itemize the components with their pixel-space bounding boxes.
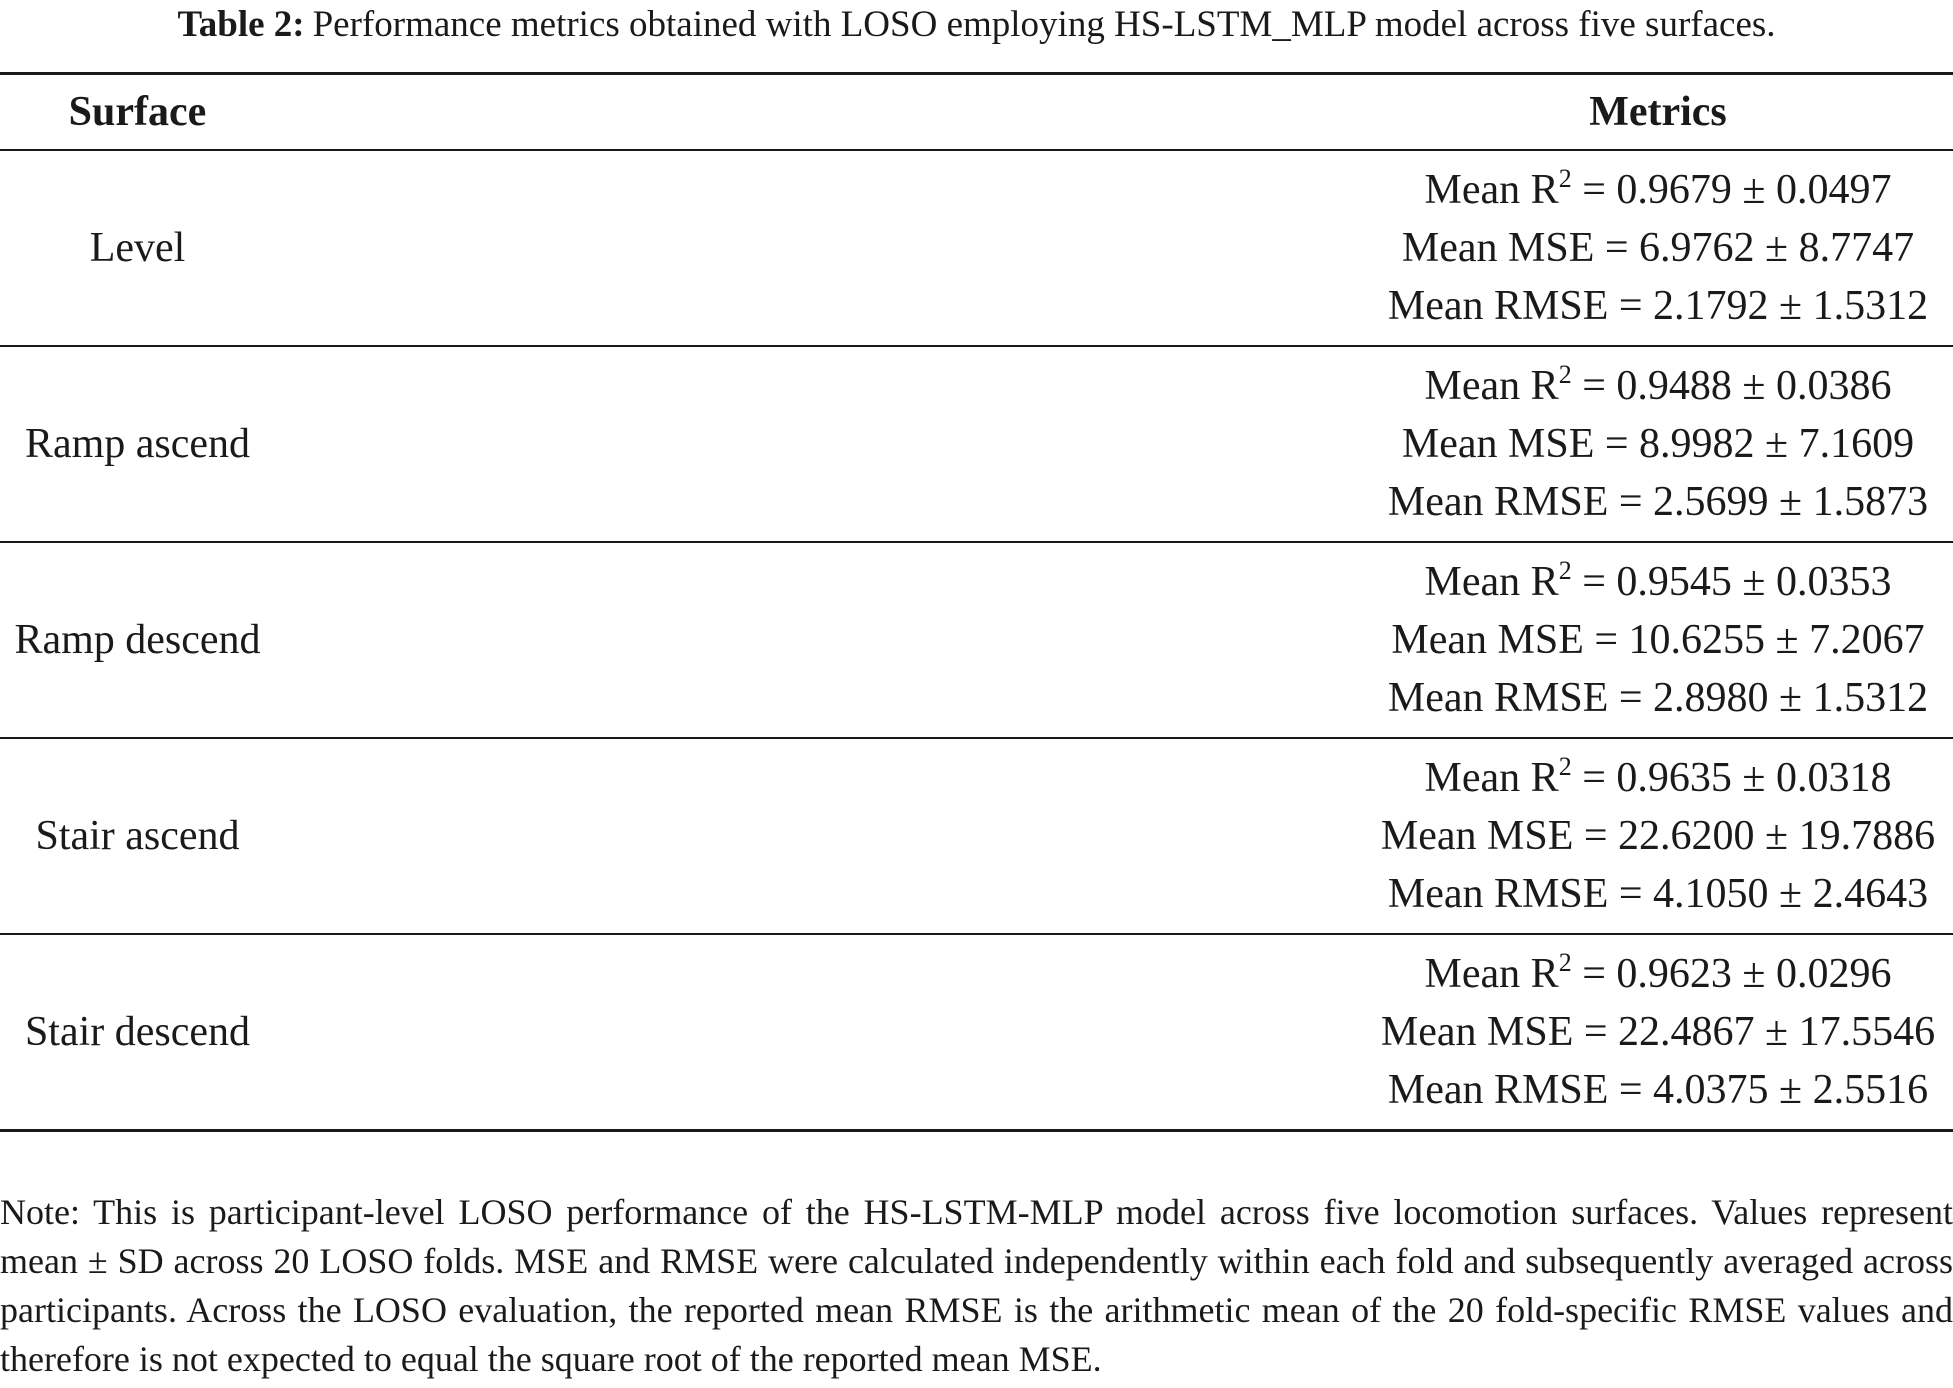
table-row	[0, 542, 1953, 738]
surface-cell: Stair ascend	[0, 738, 275, 934]
surface-cell: Stair descend	[0, 934, 275, 1130]
metric-rmse: Mean RMSE = 2.8980 ± 1.5312	[1387, 675, 1929, 721]
header-surface: Surface	[0, 74, 275, 151]
metric-r2: Mean $R^2 = 0.9679 \pm 0.0497$	[1424, 164, 1892, 213]
metric-r2: Mean $R^2 = 0.9488 \pm 0.0386$	[1424, 360, 1892, 409]
metrics-table	[0, 72, 1953, 1132]
metrics-cell	[1363, 542, 1953, 738]
metrics-cell	[1363, 738, 1953, 934]
header-spacer	[275, 74, 1363, 151]
table-note: Note: This is participant-level LOSO performance of the HS-LSTM-MLP model across five locomotion surfaces. Values represent mean ± SD across 20 LOSO folds. MSE and RMSE were calculated independently within each fold and subsequently averaged across participants. Across the LOSO evaluation, the reported mean RMSE is the arithmetic mean of the 20 fold-specific RMSE values and therefore is not expected to equal the square root of the reported mean MSE.	[0, 1192, 1953, 1379]
spacer-cell	[275, 542, 1363, 738]
metrics-cell	[1363, 346, 1953, 542]
metric-rmse: Mean RMSE = 4.1050 ± 2.4643	[1387, 871, 1929, 917]
metric-r2: Mean $R^2 = 0.9623 \pm 0.0296$	[1424, 947, 1892, 997]
metric-r2: Mean $R^2 = 0.9635 \pm 0.0318$	[1424, 752, 1892, 801]
metrics-cell	[1363, 150, 1953, 346]
table-row	[0, 150, 1953, 346]
table-caption	[0, 0, 1953, 50]
spacer-cell	[275, 150, 1363, 346]
metric-rmse: Mean RMSE = 2.5699 ± 1.5873	[1387, 479, 1929, 525]
caption-text: Performance metrics obtained with LOSO employing HS-LSTM_MLP model across five surfaces.	[312, 4, 1776, 45]
metric-rmse: Mean RMSE = 2.1792 ± 1.5312	[1387, 283, 1929, 329]
metric-mse: Mean MSE = 8.9982 ± 7.1609	[1401, 421, 1915, 467]
surface-cell: Ramp ascend	[0, 346, 275, 542]
metrics-cell	[1363, 934, 1953, 1130]
metric-mse: Mean MSE = 6.9762 ± 8.7747	[1401, 225, 1915, 271]
surface-cell: Level	[89, 225, 186, 271]
spacer-cell	[275, 738, 1363, 934]
spacer-cell	[275, 346, 1363, 542]
metric-mse: Mean MSE = 10.6255 ± 7.2067	[1391, 617, 1925, 663]
caption-label: Table 2:	[177, 4, 305, 45]
metric-rmse: Mean RMSE = 4.0375 ± 2.5516	[1387, 1066, 1929, 1113]
table-row	[0, 934, 1953, 1130]
table-row	[0, 738, 1953, 934]
table-row	[0, 346, 1953, 542]
table-header-row	[0, 74, 1953, 151]
metric-r2: Mean $R^2 = 0.9545 \pm 0.0353$	[1424, 556, 1892, 605]
spacer-cell	[275, 934, 1363, 1130]
surface-cell: Ramp descend	[0, 542, 275, 738]
metric-mse: Mean MSE = 22.6200 ± 19.7886	[1380, 813, 1936, 859]
header-metrics: Metrics	[1363, 74, 1953, 151]
metric-mse: Mean MSE = 22.4867 ± 17.5546	[1380, 1008, 1936, 1055]
